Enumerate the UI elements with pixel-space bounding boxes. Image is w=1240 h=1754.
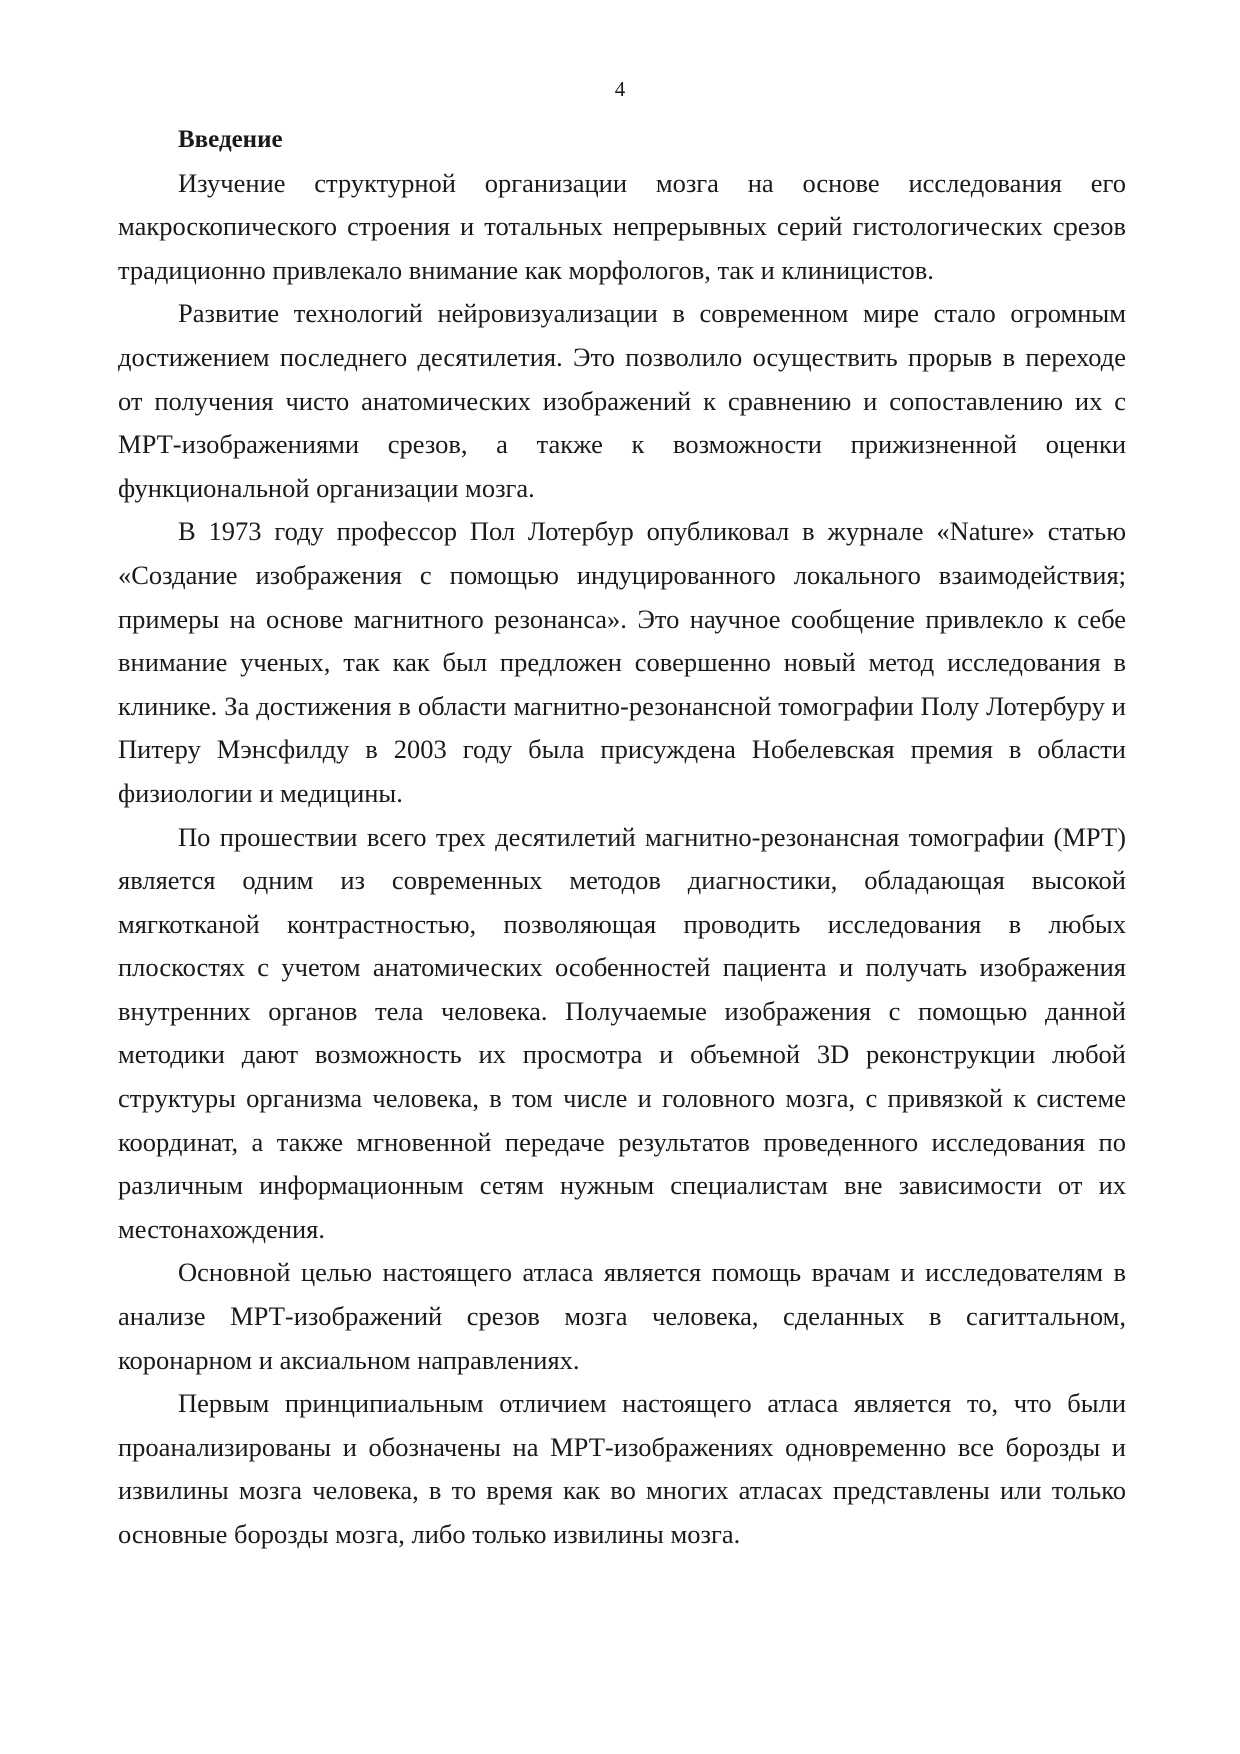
paragraph-2: Развитие технологий нейровизуализации в современном мире стало огромным достижением последнего десятилетия. Это позволило осуществить прорыв в переходе от получения чисто анатомических изображений к сравнению и сопоставлению их с МРТ-изображениями срезов, а также к возможности прижизненной оценки функциональной организации мозга. (118, 298, 1126, 503)
page-number: 4 (614, 77, 626, 101)
paragraph-1: Изучение структурной организации мозга на основе исследования его макроскопического строения и тотальных непрерывных серий гистологических срезов традиционно привлекало внимание как морфологов, так и клиницистов. (118, 167, 1126, 285)
page-content (118, 118, 1126, 1557)
section-heading: Введение (178, 126, 283, 153)
paragraph-4: По прошествии всего трех десятилетий магнитно-резонансная томографии (МРТ) является одним из современных методов диагностики, обладающая высокой мягкотканой контрастностью, позволяющая проводить исследования в любых плоскостях с учетом анатомических особенностей пациента и получать изображения внутренних органов тела человека. Получаемые изображения с помощью данной методики дают возможность их просмотра и объемной 3D реконструкции любой структуры организма человека, в том числе и головного мозга, с привязкой к системе координат, а также мгновенной передаче результатов проведенного исследования по различным информационным сетям нужным специалистам вне зависимости от их местонахождения. (118, 821, 1126, 1244)
paragraph-5: Основной целью настоящего атласа является помощь врачам и исследователям в анализе МРТ-изображений срезов мозга человека, сделанных в сагиттальном, коронарном и аксиальном направлениях. (118, 1257, 1126, 1375)
paragraph-6: Первым принципиальным отличием настоящего атласа является то, что были проанализированы и обозначены на МРТ-изображениях одновременно все борозды и извилины мозга человека, в то время как во многих атласах представлены или только основные борозды мозга, либо только извилины мозга. (118, 1388, 1126, 1549)
paragraph-3: В 1973 году профессор Пол Лотербур опубликовал в журнале «Nature» статью «Создание изображения с помощью индуцированного локального взаимодействия; примеры на основе магнитного резонанса». Это научное сообщение привлекло к себе внимание ученых, так как был предложен совершенно новый метод исследования в клинике. За достижения в области магнитно-резонансной томографии Полу Лотербуру и Питеру Мэнсфилду в 2003 году была присуждена Нобелевская премия в области физиологии и медицины. (118, 516, 1126, 808)
